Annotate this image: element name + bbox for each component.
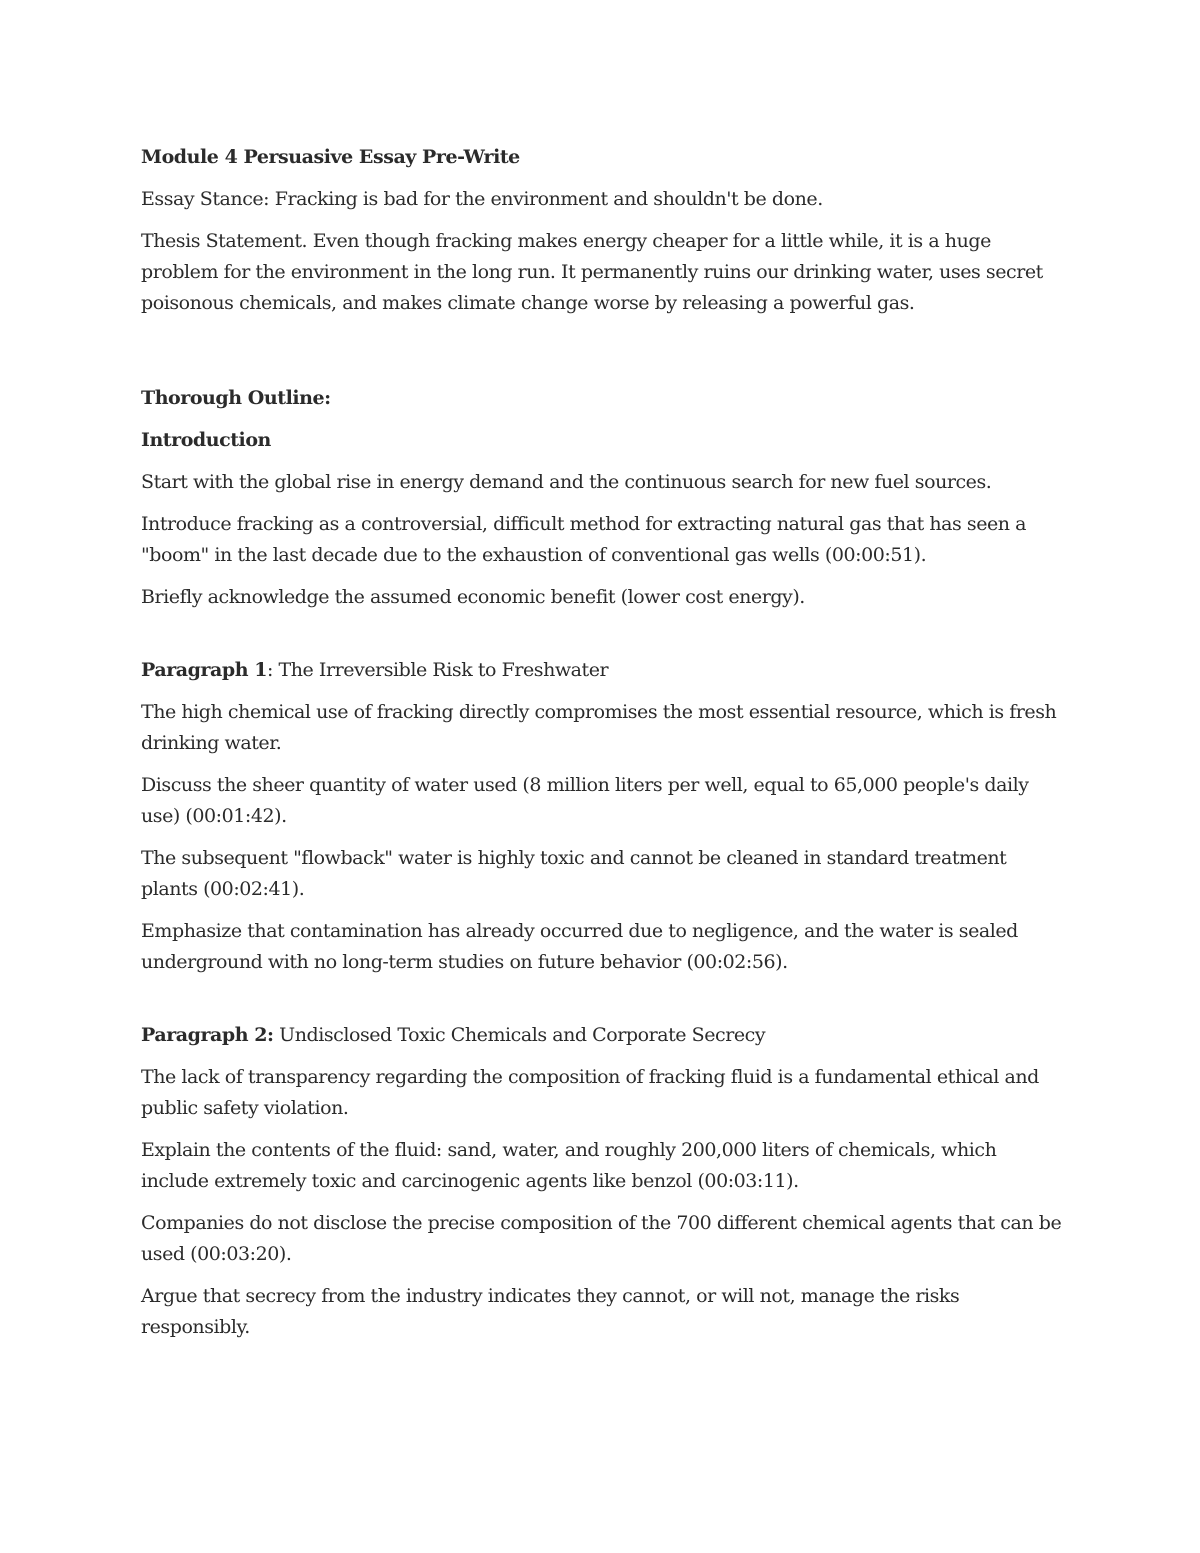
introduction-point: Introduce fracking as a controversial, difficult method for extracting natural gas that has seen a "boom" in the last decade due to the exhaustion of conventional gas wells (00:00:51). <box>141 513 1027 566</box>
essay-stance: Essay Stance: Fracking is bad for the environment and shouldn't be done. <box>141 188 823 210</box>
paragraph1-point: Emphasize that contamination has already occurred due to negligence, and the water is sealed underground with no long-term studies on future behavior (00:02:56). <box>141 920 1018 973</box>
introduction-point: Briefly acknowledge the assumed economic benefit (lower cost energy). <box>141 586 805 608</box>
paragraph2-point: The lack of transparency regarding the composition of fracking fluid is a fundamental ethical and public safety violation. <box>141 1066 1039 1119</box>
paragraph2-heading <box>141 1020 1066 1051</box>
paragraph2-point: Explain the contents of the fluid: sand, water, and roughly 200,000 liters of chemicals, which include extremely toxic and carcinogenic agents like benzol (00:03:11). <box>141 1139 997 1192</box>
introduction-point: Start with the global rise in energy demand and the continuous search for new fuel sources. <box>141 471 992 493</box>
outline-heading: Thorough Outline: <box>141 387 331 409</box>
paragraph1-point: Discuss the sheer quantity of water used (8 million liters per well, equal to 65,000 people's daily use) (00:01:42). <box>141 774 1029 827</box>
paragraph2-point: Companies do not disclose the precise composition of the 700 different chemical agents that can be used (00:03:20). <box>141 1212 1062 1265</box>
introduction-heading: Introduction <box>141 429 271 451</box>
paragraph1-point: The high chemical use of fracking directly compromises the most essential resource, which is fresh drinking water. <box>141 701 1057 754</box>
paragraph1-label: Paragraph 1 <box>141 659 267 681</box>
paragraph2-subtitle: Undisclosed Toxic Chemicals and Corporate Secrecy <box>273 1024 766 1046</box>
paragraph1-subtitle: : The Irreversible Risk to Freshwater <box>267 659 609 681</box>
document-body <box>141 142 1066 1354</box>
thesis-statement: Thesis Statement. Even though fracking makes energy cheaper for a little while, it is a huge problem for the environment in the long run. It permanently ruins our drinking water, uses secret poisonous chemicals, and makes climate change worse by releasing a powerful gas. <box>141 230 1043 314</box>
paragraph2-label: Paragraph 2: <box>141 1024 274 1046</box>
paragraph2-point: Argue that secrecy from the industry indicates they cannot, or will not, manage the risks responsibly. <box>141 1285 960 1338</box>
document-title: Module 4 Persuasive Essay Pre-Write <box>141 146 520 168</box>
paragraph1-point: The subsequent "flowback" water is highly toxic and cannot be cleaned in standard treatment plants (00:02:41). <box>141 847 1007 900</box>
paragraph1-heading <box>141 655 1066 686</box>
